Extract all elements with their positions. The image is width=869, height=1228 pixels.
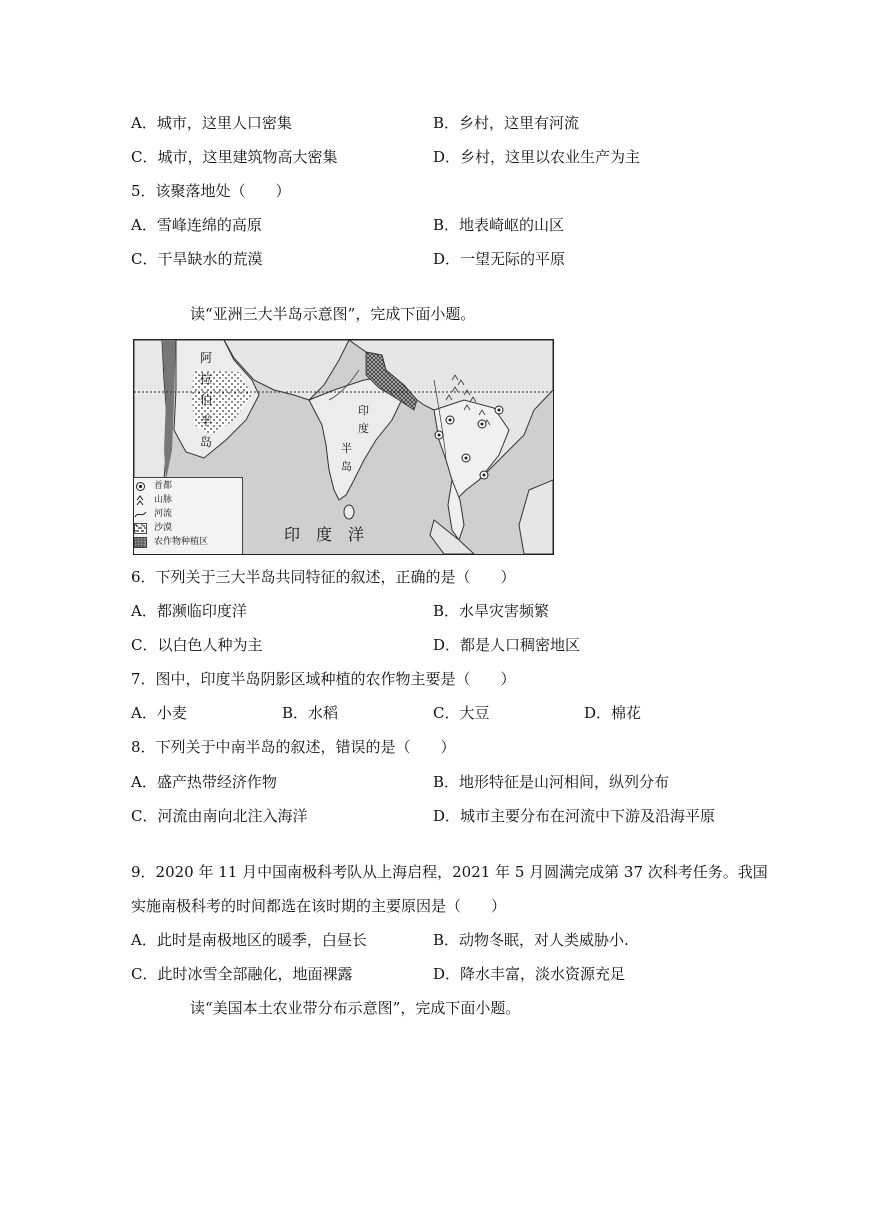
- q4-option-d: D．乡村，这里以农业生产为主: [433, 148, 641, 166]
- q7-option-d: D．棉花: [584, 704, 642, 722]
- q5-option-d: D．一望无际的平原: [433, 250, 566, 268]
- q6-option-d: D．都是人口稠密地区: [433, 636, 581, 654]
- q4-option-b: B．乡村，这里有河流: [433, 114, 580, 132]
- legend-crop: 农作物种植区: [154, 537, 209, 547]
- legend-desert: 沙漠: [154, 523, 173, 533]
- desert-legend-icon: [134, 523, 147, 534]
- q9-stem-line1: 9．2020 年 11 月中国南极科考队从上海启程，2021 年 5 月圆满完成第 37 次科考任务。我国: [131, 863, 768, 881]
- q5-option-a: A．雪峰连绵的高原: [131, 216, 262, 234]
- q8-option-b: B．地形特征是山河相间，纵列分布: [433, 773, 670, 791]
- q7-option-c: C．大豆: [433, 704, 490, 722]
- q9-option-b: B．动物冬眠，对人类威胁小.: [433, 931, 629, 949]
- q7-option-a: A．小麦: [131, 704, 187, 722]
- q9-option-c: C．此时冰雪全部融化，地面裸露: [131, 965, 353, 983]
- q7-stem: 7．图中，印度半岛阴影区域种植的农作物主要是（ ）: [131, 670, 516, 688]
- q9-option-d: D．降水丰富，淡水资源充足: [433, 965, 626, 983]
- india-label-2: 度: [358, 422, 369, 435]
- q5-option-b: B．地表崎岖的山区: [433, 216, 565, 234]
- q5-stem: 5．该聚落地处（ ）: [131, 182, 291, 200]
- q8-option-a: A．盛产热带经济作物: [131, 773, 277, 791]
- q4-option-a: A．城市，这里人口密集: [131, 114, 292, 132]
- capital-legend-icon: [134, 481, 147, 492]
- arabia-label-2: 拉: [200, 372, 213, 386]
- q6-stem: 6．下列关于三大半岛共同特征的叙述，正确的是（ ）: [131, 568, 516, 586]
- q8-option-d: D．城市主要分布在河流中下游及沿海平原: [433, 807, 716, 825]
- q5-option-c: C．干旱缺水的荒漠: [131, 250, 263, 268]
- sri-lanka: [344, 505, 354, 519]
- legend-river: 河流: [154, 509, 173, 519]
- india-label-1: 印: [358, 404, 369, 417]
- crop-legend-icon: [134, 537, 147, 548]
- india-label-4: 岛: [341, 460, 352, 473]
- q9-option-a: A．此时是南极地区的暖季，白昼长: [131, 931, 367, 949]
- arabia-label-3: 伯: [200, 393, 213, 407]
- q6-option-a: A．都濒临印度洋: [131, 602, 247, 620]
- q4-option-c: C．城市，这里建筑物高大密集: [131, 148, 338, 166]
- ocean-label: 印 度 洋: [284, 525, 365, 544]
- legend-mountain: 山脉: [154, 495, 173, 505]
- q8-stem: 8．下列关于中南半岛的叙述，错误的是（ ）: [131, 738, 456, 756]
- q8-option-c: C．河流由南向北注入海洋: [131, 807, 308, 825]
- q6-option-b: B．水旱灾害频繁: [433, 602, 550, 620]
- river-legend-icon: [134, 509, 147, 520]
- india-label-3: 半: [341, 442, 352, 455]
- arabia-label-4: 半: [200, 414, 213, 428]
- q9-stem-line2: 实施南极科考的时间都选在该时期的主要原因是（ ）: [131, 897, 507, 915]
- mountain-legend-icon: [134, 495, 147, 506]
- arabia-label-5: 岛: [200, 435, 213, 449]
- asia-peninsulas-map: [133, 339, 554, 555]
- q6-option-c: C．以白色人种为主: [131, 636, 263, 654]
- map-legend: [134, 477, 243, 555]
- arabia-label-1: 阿: [200, 351, 213, 365]
- map2-intro: 读“美国本土农业带分布示意图”，完成下面小题。: [190, 999, 521, 1017]
- map1-intro: 读“亚洲三大半岛示意图”，完成下面小题。: [190, 305, 476, 323]
- legend-capital: 首都: [154, 481, 173, 491]
- q7-option-b: B．水稻: [282, 704, 339, 722]
